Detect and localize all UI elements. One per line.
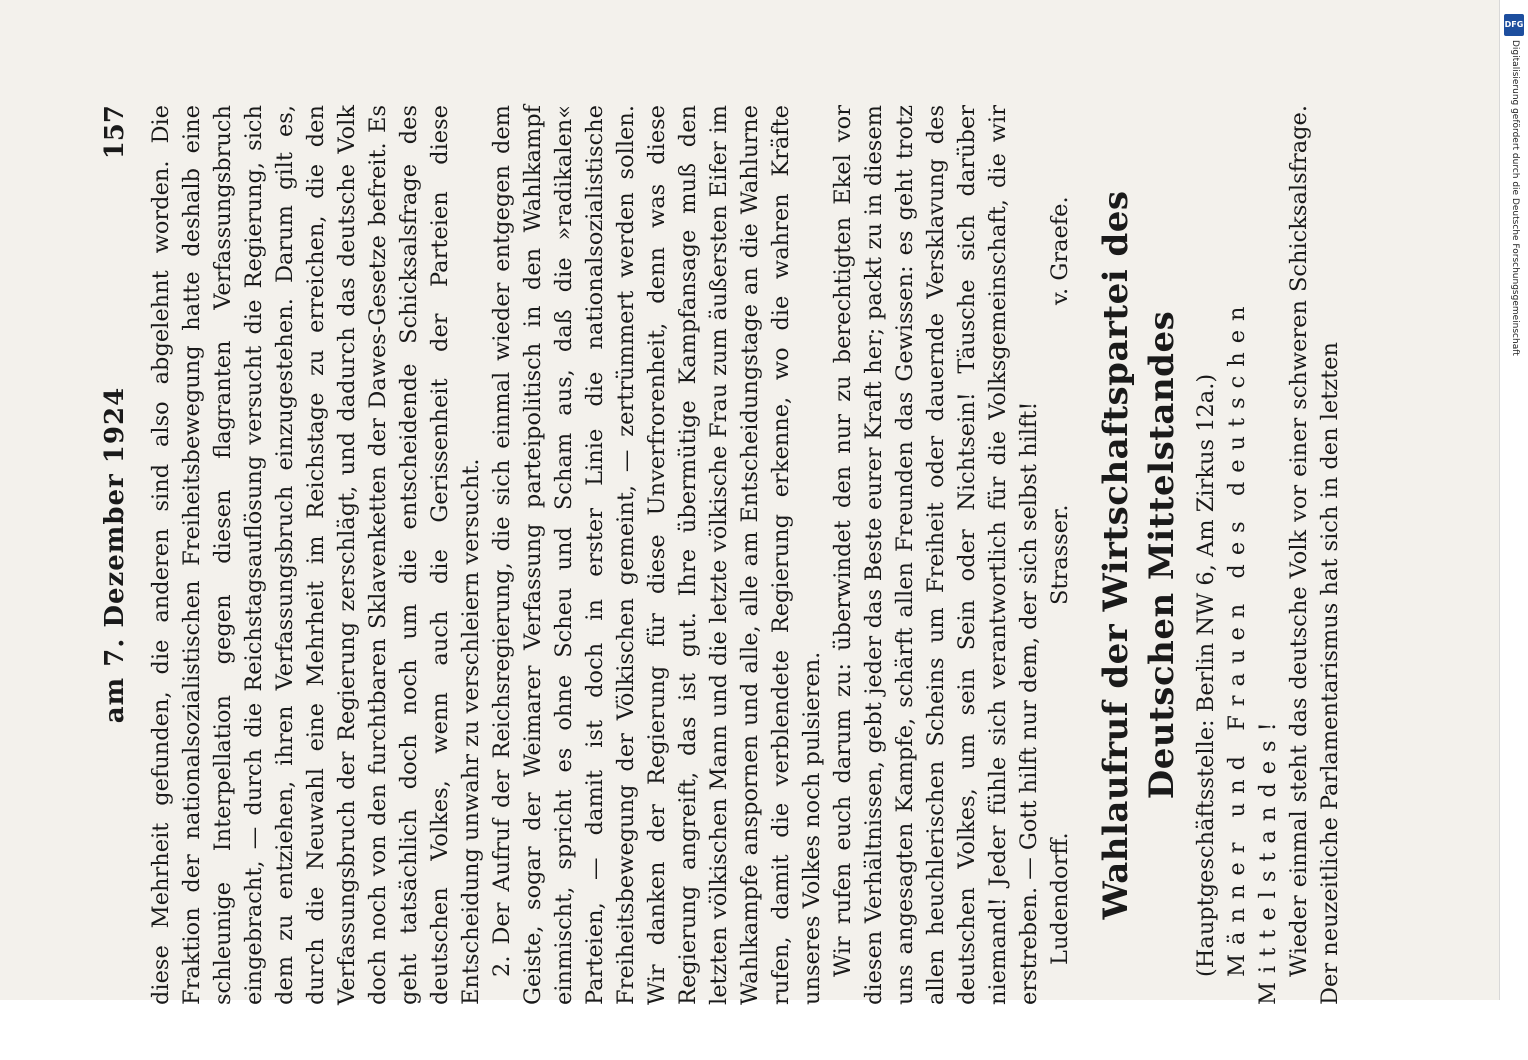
office-note: (Hauptgeschäftsstelle: Berlin NW 6, Am Zirkus 12a.) (1193, 373, 1219, 977)
signature-ludendorff: Ludendorff. (1047, 832, 1073, 965)
heading-line-2: Deutschen Mittelstandes (1142, 310, 1182, 800)
dfg-notice: Digitalisierung gefördert durch die Deutsche Forschungsgemeinschaft (1510, 40, 1520, 356)
running-title: am 7. Dezember 1924 (100, 386, 130, 724)
page-number: 157 (100, 105, 130, 160)
page-header (100, 105, 146, 1005)
paragraph-1: diese Mehrheit gefunden, die anderen sind also abgelehnt worden. Die Fraktion der nationalsozialistischen Freiheitsbewegung hatte deshalb eine schleunige Interpellation gegen diesen flagranten Verfassungsbruch eingebracht, — durch die Reichstagsauflösung versucht die Regierung, sich dem zu entziehen, ihren Verfassungsbruch einzugestehen. Darum gilt es, durch die Neuwahl eine Mehrheit im Reichstage zu erreichen, die den Verfassungsbruch der Regierung zerschlägt, und dadurch das deutsche Volk doch noch von den furchtbaren Sklavenketten der Dawes-Gesetze befreit. Es geht tatsächlich doch noch um die entscheidende Schicksalsfrage des deutschen Volkes, wenn auch die Gerissenheit der Parteien diese Entscheidung unwahr zu verschleiern versucht. (148, 105, 484, 1005)
heading-line-1: Wahlaufruf der Wirtschaftspartei des (1096, 190, 1136, 920)
paragraph-3: Wir rufen euch darum zu: überwindet den nur zu berechtigten Ekel vor diesen Verhältnissen, gebt jeder das Beste eurer Kraft her; packt zu in diesem uns angesagten Kampfe, schärft allen Freunden das Gewissen: es geht trotz allen heuchlerischen Scheins um Freiheit oder dauernde Versklavung des deutschen Volkes, um sein Sein oder Nichtsein! Täusche sich darüber niemand! Jeder fühle sich verantwortlich für die Volksgemeinschaft, die wir erstreben. — Gott hilft nur dem, der sich selbst hilft! (830, 105, 1042, 1005)
dfg-logo-icon: DFG (1504, 14, 1524, 36)
signature-strasser: Strasser. (1047, 504, 1073, 605)
closing-paragraph: Wieder einmal steht das deutsche Volk vor einer schweren Schicksalsfrage. Der neuzeitliche Parlamentarismus hat sich in den letzten (1286, 105, 1343, 1005)
paragraph-2: 2. Der Aufruf der Reichsregierung, die sich einmal wieder entgegen dem Geiste, sogar der Weimarer Verfassung parteipolitisch in den Wahlkampf einmischt, spricht es ohne Scheu und Scham aus, daß die »radikalen« Parteien, — damit ist doch in erster Linie die nationalsozialistische Freiheitsbewegung der Völkischen gemeint, — zertrümmert werden sollen. Wir danken der Regierung für diese Unverfrorenheit, denn was diese Regierung angreift, das ist gut. Ihre übermütige Kampfansage muß den letzten völkischen Mann und die letzte völkische Frau zum äußersten Eifer im Wahlkampfe anspornen und alle, alle am Entscheidungstage an die Wahlurne rufen, damit die verblendete Regierung erkenne, wo die wahren Kräfte unseres Volkes noch pulsieren. (489, 105, 825, 1005)
appeal-line: Männer und Frauen des deutschen Mittelstandes! (1224, 297, 1281, 1005)
signatures (1047, 105, 1081, 1005)
signature-graefe: v. Graefe. (1047, 196, 1073, 305)
page-content (100, 105, 1346, 1005)
book-page (40, 60, 1440, 1060)
dfg-strip (1499, 0, 1528, 1000)
section-heading (1093, 105, 1185, 1005)
